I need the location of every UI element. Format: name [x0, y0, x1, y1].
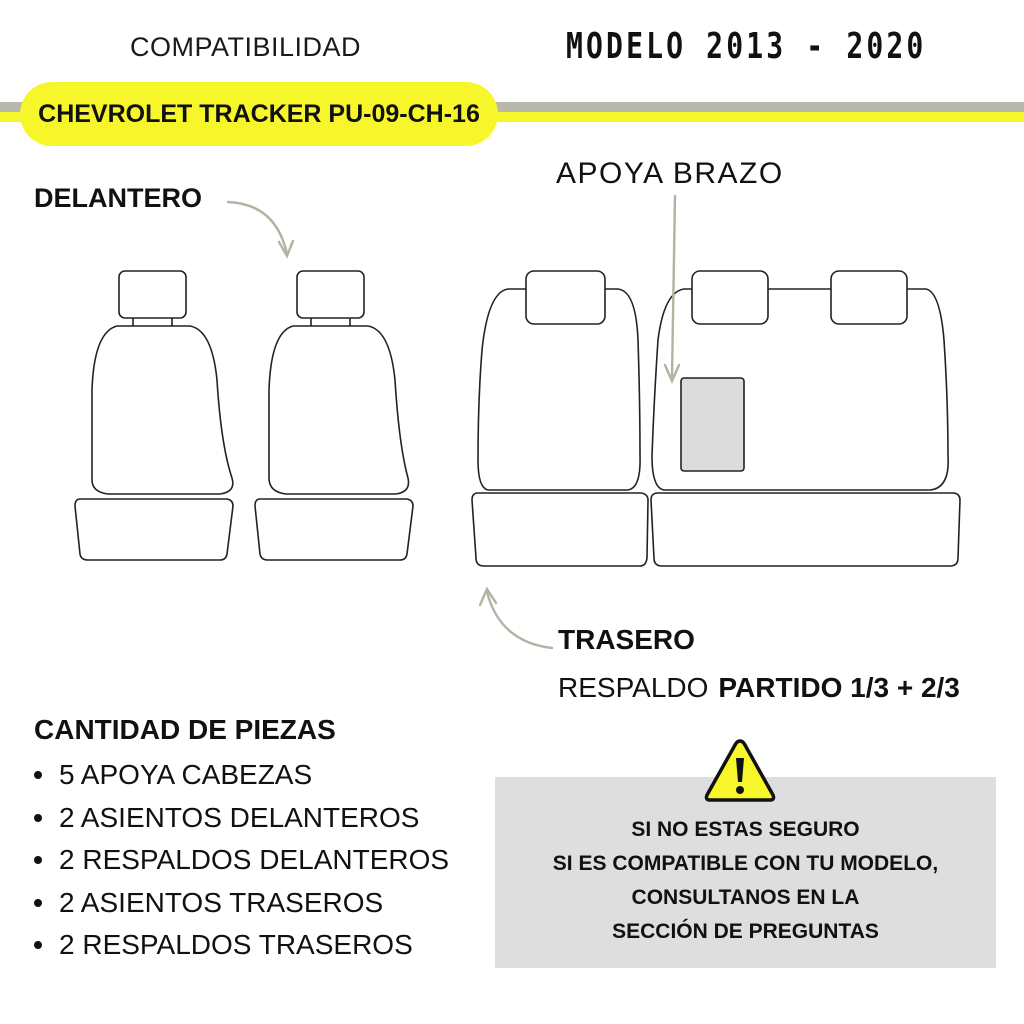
armrest-pointer-line — [672, 196, 675, 377]
rear-third-headrest — [526, 271, 605, 324]
rear-headrest-right — [831, 271, 907, 324]
list-item: 5 APOYA CABEZAS — [30, 754, 449, 797]
notice-line: SI NO ESTAS SEGURO — [631, 818, 860, 841]
front-seat-left — [75, 271, 233, 560]
rear-third-cushion — [472, 493, 648, 566]
notice-line: SECCIÓN DE PREGUNTAS — [612, 920, 879, 943]
backrest-prefix: RESPALDO — [558, 672, 709, 703]
front-seat-right — [255, 271, 413, 560]
list-item: 2 RESPALDOS DELANTEROS — [30, 839, 449, 882]
list-item: 2 ASIENTOS DELANTEROS — [30, 797, 449, 840]
notice-line: CONSULTANOS EN LA — [631, 886, 860, 909]
armrest-label: APOYA BRAZO — [556, 157, 784, 190]
rear-seat-third — [472, 271, 648, 566]
model-name-text: CHEVROLET TRACKER PU-09-CH-16 — [38, 99, 480, 128]
list-item: 2 ASIENTOS TRASEROS — [30, 882, 449, 925]
pieces-title: CANTIDAD DE PIEZAS — [34, 714, 336, 745]
front-seat-right-cushion — [255, 499, 413, 560]
rear-seat-two-thirds — [651, 271, 960, 566]
bullet-icon — [34, 856, 42, 864]
front-seat-left-backrest — [92, 326, 233, 494]
front-seat-right-headrest — [297, 271, 364, 318]
notice-line: SI ES COMPATIBLE CON TU MODELO, — [552, 852, 939, 875]
backrest-split: PARTIDO 1/3 + 2/3 — [718, 672, 960, 703]
backrest-description — [558, 672, 960, 704]
front-seats-label: DELANTERO — [34, 183, 202, 213]
rear-arrow — [487, 592, 552, 648]
bullet-icon — [34, 814, 42, 822]
rear-headrest-middle — [692, 271, 768, 324]
notice-text — [495, 813, 996, 949]
rear-seats-label: TRASERO — [558, 624, 695, 655]
front-arrow — [228, 202, 287, 254]
front-seat-right-backrest — [269, 326, 409, 494]
armrest-panel — [681, 378, 744, 471]
warning-icon — [704, 738, 776, 804]
compatibility-label: COMPATIBILIDAD — [130, 32, 362, 62]
notice-box — [495, 777, 996, 968]
bullet-icon — [34, 771, 42, 779]
front-seat-left-cushion — [75, 499, 233, 560]
bullet-icon — [34, 941, 42, 949]
model-years-title: MODELO 2013 - 2020 — [566, 26, 927, 67]
bullet-icon — [34, 899, 42, 907]
rear-two-thirds-cushion — [651, 493, 960, 566]
list-item: 2 RESPALDOS TRASEROS — [30, 924, 449, 967]
front-seat-left-headrest — [119, 271, 186, 318]
pieces-list — [30, 754, 449, 967]
